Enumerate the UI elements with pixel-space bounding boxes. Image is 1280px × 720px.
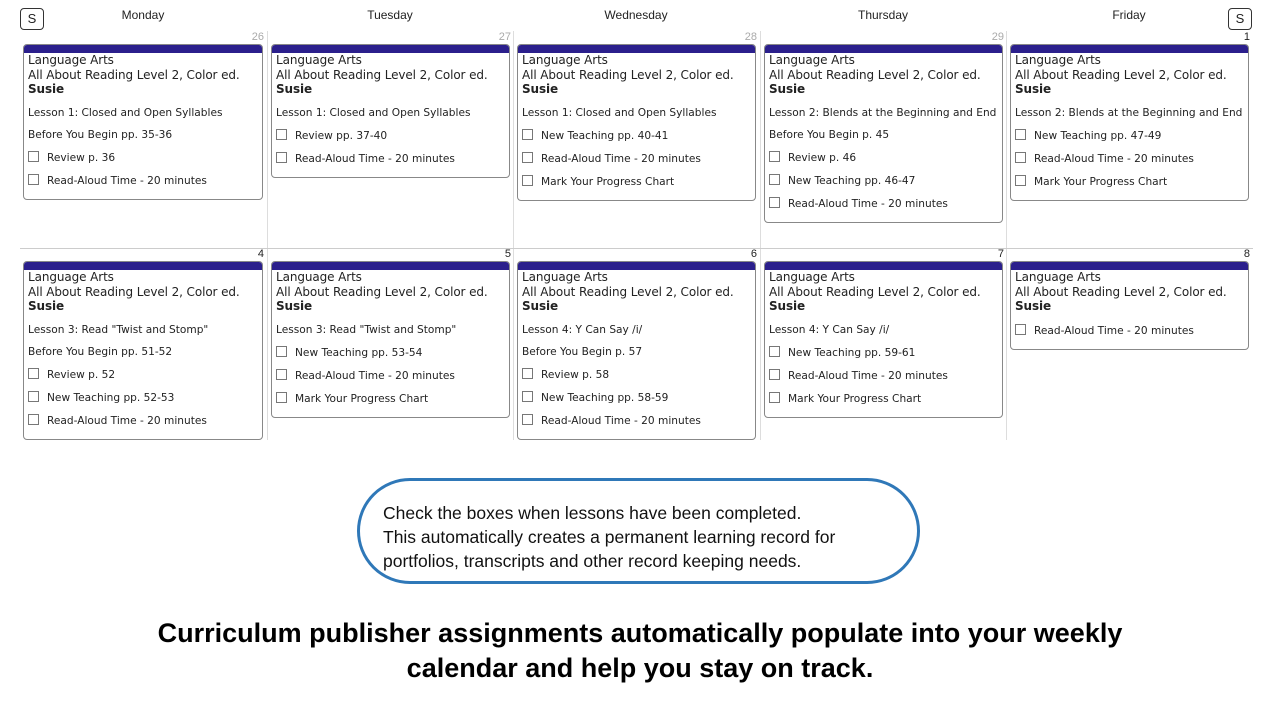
checklist-item[interactable]: [518, 173, 755, 196]
checklist-item[interactable]: [765, 390, 1002, 413]
item-label: New Teaching pp. 53-54: [295, 346, 423, 359]
subject-label: Language Arts: [1015, 53, 1101, 67]
subject-label: Language Arts: [769, 270, 855, 284]
checkbox[interactable]: [276, 392, 287, 403]
lesson-note: [518, 344, 755, 366]
date-number: 27: [498, 31, 511, 43]
assignment-card[interactable]: [764, 261, 1003, 418]
date-number: 29: [991, 31, 1004, 43]
subject-label: Language Arts: [28, 53, 114, 67]
lesson-note: [765, 322, 1002, 344]
day-cell[interactable]: [513, 31, 759, 248]
item-label: Review p. 58: [541, 368, 610, 381]
item-label: Read-Aloud Time - 20 minutes: [295, 369, 455, 382]
item-label: Lesson 2: Blends at the Beginning and End: [1015, 106, 1243, 119]
assignment-card[interactable]: [1010, 261, 1249, 350]
info-callout: [357, 478, 920, 584]
date-number: 5: [504, 248, 511, 260]
lesson-note: [518, 322, 755, 344]
date-number: 4: [257, 248, 264, 260]
subject-label: Language Arts: [522, 53, 608, 67]
item-label: Before You Begin p. 57: [522, 345, 643, 358]
callout-line: Check the boxes when lessons have been completed.: [383, 503, 802, 523]
item-label: Lesson 1: Closed and Open Syllables: [522, 106, 717, 119]
checklist-item[interactable]: [24, 389, 262, 412]
item-label: Read-Aloud Time - 20 minutes: [47, 174, 207, 187]
checkbox[interactable]: [28, 151, 39, 162]
item-label: Read-Aloud Time - 20 minutes: [541, 152, 701, 165]
assignment-card[interactable]: [764, 44, 1003, 223]
student-name: Susie: [28, 299, 65, 313]
item-label: Lesson 3: Read "Twist and Stomp": [28, 323, 209, 336]
lesson-note: [272, 322, 509, 344]
item-label: Mark Your Progress Chart: [1034, 175, 1168, 188]
subject-label: Language Arts: [276, 270, 362, 284]
callout-line: portfolios, transcripts and other record keeping needs.: [383, 551, 802, 571]
subject-color-bar: [765, 262, 1002, 270]
subject-color-bar: [272, 262, 509, 270]
day-cell[interactable]: [267, 248, 513, 440]
lesson-note: [1011, 105, 1248, 127]
item-label: Before You Begin pp. 35-36: [28, 128, 173, 141]
subject-color-bar: [518, 262, 755, 270]
checklist-item[interactable]: [1011, 173, 1248, 196]
item-label: New Teaching pp. 59-61: [788, 346, 916, 359]
checkbox[interactable]: [276, 369, 287, 380]
day-cell[interactable]: [760, 31, 1006, 248]
checklist-item[interactable]: [272, 367, 509, 390]
checkbox[interactable]: [522, 175, 533, 186]
item-label: Review pp. 37-40: [295, 129, 388, 142]
assignment-card[interactable]: [23, 261, 263, 440]
day-cell[interactable]: [760, 248, 1006, 440]
checkbox[interactable]: [28, 368, 39, 379]
assignment-card[interactable]: [1010, 44, 1249, 201]
course-label: All About Reading Level 2, Color ed.: [276, 67, 488, 82]
checkbox[interactable]: [276, 129, 287, 140]
checkbox[interactable]: [28, 174, 39, 185]
day-header-friday: Friday: [1112, 8, 1146, 22]
subject-color-bar: [24, 45, 262, 53]
checkbox[interactable]: [276, 152, 287, 163]
day-header-wednesday: Wednesday: [604, 8, 668, 22]
student-name: Susie: [276, 299, 313, 313]
checkbox[interactable]: [1015, 152, 1026, 163]
item-label: Review p. 36: [47, 151, 116, 164]
checklist-item[interactable]: [518, 389, 755, 412]
item-label: New Teaching pp. 46-47: [788, 174, 916, 187]
date-number: 1: [1243, 31, 1250, 43]
item-label: Mark Your Progress Chart: [541, 175, 675, 188]
checklist-item[interactable]: [24, 366, 262, 389]
date-number: 26: [251, 31, 264, 43]
subject-label: Language Arts: [1015, 270, 1101, 284]
checklist-item[interactable]: [765, 149, 1002, 172]
subject-color-bar: [1011, 262, 1248, 270]
lesson-note: [518, 105, 755, 127]
checkbox[interactable]: [522, 414, 533, 425]
course-label: All About Reading Level 2, Color ed.: [769, 284, 981, 299]
item-label: New Teaching pp. 47-49: [1034, 129, 1162, 142]
checklist-item[interactable]: [518, 150, 755, 173]
checklist-item[interactable]: [272, 127, 509, 150]
tagline-line: Curriculum publisher assignments automatically populate into your weekly: [157, 618, 1123, 648]
lesson-note: [765, 105, 1002, 127]
item-label: Read-Aloud Time - 20 minutes: [1034, 152, 1194, 165]
student-name: Susie: [276, 82, 313, 96]
subject-label: Language Arts: [769, 53, 855, 67]
item-label: New Teaching pp. 52-53: [47, 391, 175, 404]
checklist-item[interactable]: [1011, 150, 1248, 173]
checkbox[interactable]: [522, 391, 533, 402]
checklist-item[interactable]: [518, 127, 755, 150]
subject-label: Language Arts: [28, 270, 114, 284]
assignment-card[interactable]: [271, 261, 510, 418]
prev-week-button[interactable]: S: [20, 8, 44, 30]
item-label: New Teaching pp. 40-41: [541, 129, 669, 142]
item-label: Lesson 3: Read "Twist and Stomp": [276, 323, 457, 336]
date-number: 7: [997, 248, 1004, 260]
date-number: 28: [744, 31, 757, 43]
checkbox[interactable]: [769, 151, 780, 162]
checklist-item[interactable]: [24, 412, 262, 435]
checkbox[interactable]: [769, 369, 780, 380]
checkbox[interactable]: [1015, 129, 1026, 140]
checkbox[interactable]: [769, 392, 780, 403]
tagline-line: calendar and help you stay on track.: [406, 653, 874, 683]
item-label: Mark Your Progress Chart: [788, 392, 922, 405]
day-cell[interactable]: [20, 248, 266, 440]
checkbox[interactable]: [1015, 324, 1026, 335]
day-cell[interactable]: [1006, 248, 1252, 440]
item-label: Lesson 4: Y Can Say /i/: [522, 323, 643, 336]
assignment-card[interactable]: [23, 44, 263, 200]
item-label: Review p. 46: [788, 151, 857, 164]
checklist-item[interactable]: [24, 172, 262, 195]
subject-color-bar: [765, 45, 1002, 53]
assignment-card[interactable]: [271, 44, 510, 178]
subject-label: Language Arts: [276, 53, 362, 67]
student-name: Susie: [522, 299, 559, 313]
student-name: Susie: [769, 82, 806, 96]
item-label: Review p. 52: [47, 368, 116, 381]
subject-label: Language Arts: [522, 270, 608, 284]
item-label: Lesson 1: Closed and Open Syllables: [276, 106, 471, 119]
item-label: Lesson 2: Blends at the Beginning and End: [769, 106, 997, 119]
checkbox[interactable]: [522, 129, 533, 140]
checklist-item[interactable]: [272, 390, 509, 413]
checklist-item[interactable]: [765, 344, 1002, 367]
item-label: Lesson 4: Y Can Say /i/: [769, 323, 890, 336]
subject-color-bar: [518, 45, 755, 53]
item-label: Read-Aloud Time - 20 minutes: [1034, 324, 1194, 337]
day-header-tuesday: Tuesday: [367, 8, 413, 22]
day-header-thursday: Thursday: [857, 8, 909, 22]
item-label: Read-Aloud Time - 20 minutes: [788, 197, 948, 210]
checkbox[interactable]: [28, 391, 39, 402]
checklist-item[interactable]: [518, 366, 755, 389]
student-name: Susie: [28, 82, 65, 96]
checklist-item[interactable]: [1011, 322, 1248, 345]
item-label: Read-Aloud Time - 20 minutes: [788, 369, 948, 382]
checklist-item[interactable]: [272, 344, 509, 367]
checklist-item[interactable]: [518, 412, 755, 435]
course-label: All About Reading Level 2, Color ed.: [522, 284, 734, 299]
student-name: Susie: [1015, 82, 1052, 96]
checklist-item[interactable]: [765, 367, 1002, 390]
day-cell[interactable]: [267, 31, 513, 248]
student-name: Susie: [1015, 299, 1052, 313]
lesson-note: [272, 105, 509, 127]
day-cell[interactable]: [20, 31, 266, 248]
date-number: 8: [1243, 248, 1250, 260]
day-cell[interactable]: [513, 248, 759, 440]
subject-color-bar: [272, 45, 509, 53]
course-label: All About Reading Level 2, Color ed.: [28, 67, 240, 82]
date-number: 6: [750, 248, 757, 260]
lesson-note: [24, 322, 262, 344]
checklist-item[interactable]: [765, 172, 1002, 195]
course-label: All About Reading Level 2, Color ed.: [769, 67, 981, 82]
checkbox[interactable]: [769, 174, 780, 185]
lesson-note: [765, 127, 1002, 149]
lesson-note: [24, 344, 262, 366]
course-label: All About Reading Level 2, Color ed.: [28, 284, 240, 299]
item-label: Read-Aloud Time - 20 minutes: [295, 152, 455, 165]
tagline: [0, 616, 1280, 686]
callout-line: This automatically creates a permanent learning record for: [383, 527, 836, 547]
checkbox[interactable]: [276, 346, 287, 357]
day-cell[interactable]: [1006, 31, 1252, 248]
course-label: All About Reading Level 2, Color ed.: [1015, 67, 1227, 82]
item-label: Read-Aloud Time - 20 minutes: [541, 414, 701, 427]
course-label: All About Reading Level 2, Color ed.: [1015, 284, 1227, 299]
course-label: All About Reading Level 2, Color ed.: [276, 284, 488, 299]
subject-color-bar: [24, 262, 262, 270]
lesson-note: [24, 127, 262, 149]
assignment-card[interactable]: [517, 261, 756, 440]
item-label: Before You Begin pp. 51-52: [28, 345, 173, 358]
next-week-button[interactable]: S: [1228, 8, 1252, 30]
item-label: Mark Your Progress Chart: [295, 392, 429, 405]
item-label: New Teaching pp. 58-59: [541, 391, 669, 404]
checklist-item[interactable]: [1011, 127, 1248, 150]
checkbox[interactable]: [769, 197, 780, 208]
student-name: Susie: [769, 299, 806, 313]
assignment-card[interactable]: [517, 44, 756, 201]
item-label: Lesson 1: Closed and Open Syllables: [28, 106, 223, 119]
day-header-monday: Monday: [121, 8, 165, 22]
checkbox[interactable]: [522, 152, 533, 163]
checklist-item[interactable]: [765, 195, 1002, 218]
checkbox[interactable]: [1015, 175, 1026, 186]
lesson-note: [24, 105, 262, 127]
checkbox[interactable]: [769, 346, 780, 357]
item-label: Before You Begin p. 45: [769, 128, 890, 141]
checklist-item[interactable]: [24, 149, 262, 172]
subject-color-bar: [1011, 45, 1248, 53]
week-divider: [20, 248, 1253, 249]
course-label: All About Reading Level 2, Color ed.: [522, 67, 734, 82]
checkbox[interactable]: [28, 414, 39, 425]
checkbox[interactable]: [522, 368, 533, 379]
item-label: Read-Aloud Time - 20 minutes: [47, 414, 207, 427]
student-name: Susie: [522, 82, 559, 96]
checklist-item[interactable]: [272, 150, 509, 173]
